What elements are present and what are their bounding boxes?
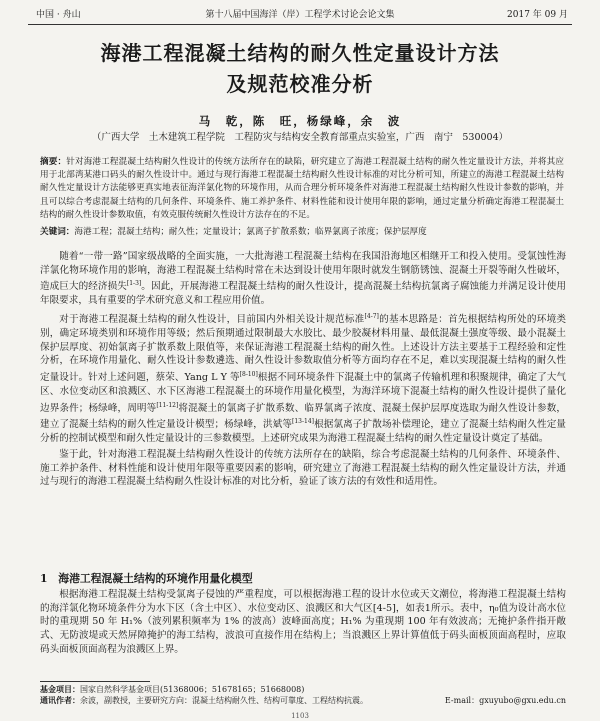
introduction — [40, 250, 566, 491]
author-list: 马 乾，陈 旺，杨绿峰，余 波 — [198, 114, 402, 128]
author-email: E-mail：gxuyubo@gxu.edu.cn — [444, 696, 566, 705]
footnote-divider — [40, 681, 150, 682]
running-head-date: 2017 年 09 月 — [507, 10, 568, 20]
citation: [8-10] — [239, 371, 258, 378]
running-head — [28, 8, 572, 25]
citation: [11-12] — [156, 401, 179, 409]
title-line-1: 海港工程混凝土结构的耐久性定量设计方法 — [100, 41, 500, 65]
abstract-text: 针对海港工程混凝土结构耐久性设计的传统方法所存在的缺陷，研究建立了海港工程混凝土结构的耐久性定量设计方法，并将其应用于北部湾某港口码头的耐久性设计中。通过与现行海港工程混凝土结构耐久性设计标准的对比分析可知，所建立的海港工程混凝土结构耐久性定量设计方法能够更真实地表征海洋氯化物的环境作用，从而合理分析环境条件对海港工程混凝土结构耐久性设计参数的影响，并且可以综合考虑混凝土结构的几何条件、环境条件、施工养护条件、材料性能和设计使用年限的影响，通过定量分析确定海港工程混凝土结构的耐久性设计参数取值，有效克服传统耐久性设计方法存在的不足。 — [40, 157, 564, 220]
citation: [4-7] — [364, 313, 379, 320]
paper-title — [40, 38, 560, 100]
citation: [1-3] — [126, 280, 142, 288]
keywords-text: 海港工程；混凝土结构；耐久性；定量设计；氯离子扩散系数；临界氯离子浓度；保护层厚度 — [74, 227, 427, 237]
funding-note: 基金项目：国家自然科学基金项目(51368006；51678165；51668008) — [40, 684, 305, 694]
citation: [13-14] — [292, 418, 314, 426]
keywords-label: 关键词： — [40, 227, 75, 237]
page-number: 1103 — [291, 712, 309, 720]
running-head-location: 中国 · 舟山 — [36, 10, 81, 20]
section-1-heading: 1 海港工程混凝土结构的环境作用量化模型 — [40, 572, 253, 585]
intro-paragraph-3: 鉴于此，针对海港工程混凝土结构耐久性设计的传统方法所存在的缺陷，综合考虑混凝土结构的几何条件、环境条件、施工养护条件、材料性能和设计使用年限等重要因素的影响，研究建立了海港工程混凝土结构的耐久性定量设计方法，并通过与现行的海港工程混凝土结构耐久性设计标准的对比分析，验证了该方法的有效性和适用性。 — [40, 449, 566, 488]
author-affiliation: （广西大学 土木建筑工程学院 工程防灾与结构安全教育部重点实验室，广西 南宁 530004） — [91, 132, 509, 143]
corresponding-author-note: 通讯作者：余波，副教授，主要研究方向：混凝土结构耐久性、结构可靠度、工程结构抗震。 E-mail：gxuyubo@gxu.edu.cn — [40, 695, 566, 705]
keywords — [40, 226, 564, 238]
abstract-label: 摘要： — [40, 157, 67, 167]
section-1-paragraph: 根据海港工程混凝土结构受氯离子侵蚀的严重程度，可以根据海港工程的设计水位或天文潮位，将海港工程混凝土结构的海洋氯化物环境条件分为水下区（含土中区）、水位变动区、浪溅区和大气区[4-5]，如表1所示。表中，η₀值为设计高水位时的重现期 50 年 H₁%（波列累积频率为 1% 的波高）波峰面高度；H₁% 为重现期 100 年有效波高；无掩护条件指开敞式、无防波堤或天然屏障掩护的海工结构，波浪可直接作用在结构上；当浪溅区上界计算值低于码头面板顶面高程时，应取码头面板顶面高程为浪溅区上界。 — [40, 589, 566, 655]
running-head-proceedings: 第十八届中国海洋（岸）工程学术讨论会论文集 — [205, 10, 395, 20]
footnotes — [40, 684, 566, 706]
abstract — [40, 156, 564, 222]
intro-paragraph-1: 随着“一带一路”国家级战略的全面实施，一大批海港工程混凝土结构在我国沿海地区相继开工和投入使用。受氯蚀性海洋氯化物环境作用的影响，海港工程混凝土结构时常在未达到设计使用年限时就发生钢筋锈蚀、混凝土开裂等耐久性破坏，造成巨大的经济损失[1-3]。因此，开展海港工程混凝土结构的耐久性设计，提高混凝土结构抗氯离子腐蚀能力并满足设计使用年限要求，具有重要的学术研究意义和工程应用价值。 — [40, 251, 567, 307]
intro-paragraph-2: 对于海港工程混凝土结构的耐久性设计，目前国内外相关设计规范标准[4-7]的基本思路是：首先根据结构所处的环境类别，确定环境类别和环境作用等级；然后预期通过限制最大水胶比、最少胶凝材料用量、最低混凝土强度等级、最小混凝土保护层厚度、初始氯离子扩散系数上限值等，来保证海港工程混凝土结构的耐久性。上述设计方法主要基于工程经验和定性分析，在环境作用量化、耐久性设计参数遴选、耐久性设计参数取值分析等方面均存在不足，难以实现混凝土结构的耐久性定量设计。针对上述问题，蔡荣、Yang L Y 等[8-10]根据不同环境条件下混凝土中的氯离子传输机理和积聚规律，确定了大气区、水位变动区和浪溅区、水下区海港工程混凝土的环境作用量化模型，为海洋环境下混凝土结构的耐久性设计提供了量化边界条件；杨绿峰，周明等[11-12]将混凝土的氯离子扩散系数、临界氯离子浓度、混凝土保护层厚度选取为耐久性设计参数，建立了混凝土结构的耐久性定量设计模型；杨绿峰，洪斌等[13-14]根据氯离子扩散场补偿理论，建立了混凝土结构耐久性定量分析的控制试模型和耐久性定量设计的三参数模型。上述研究成果为海港工程混凝土结构的耐久性定量设计奠定了基础。 — [40, 313, 567, 445]
title-line-2: 及规范校准分析 — [226, 72, 374, 96]
